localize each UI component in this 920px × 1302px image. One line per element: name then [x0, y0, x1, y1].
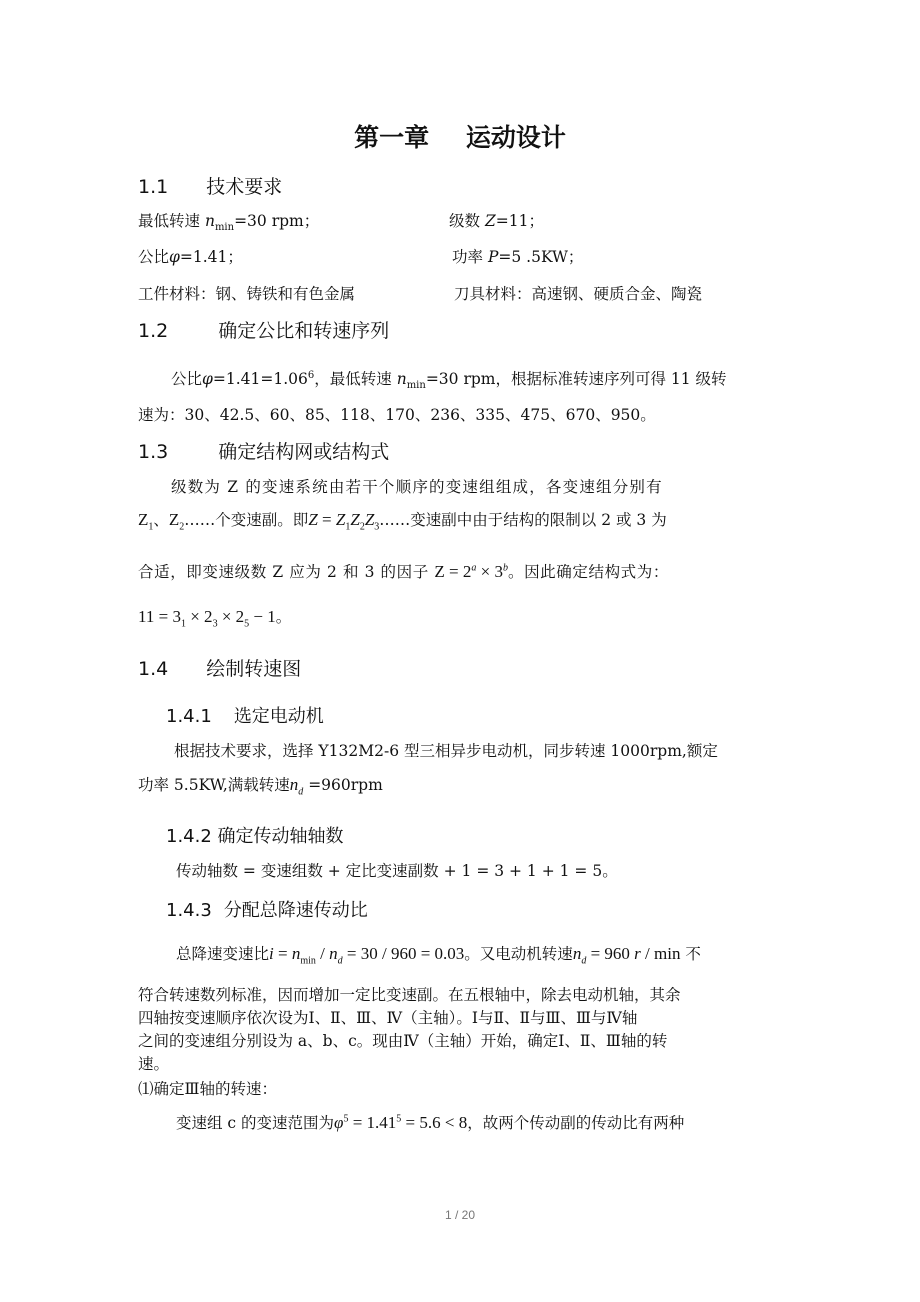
paragraph-1-3-line-2: $Z_1$、$Z_2\dots\dots$个变速副。即$Z = Z_1Z_2Z_3\dots\dots$变速副中由于结构的限制以 2 或 3 为	[138, 510, 667, 533]
page-number: 1 / 20	[444, 1208, 476, 1222]
paragraph-1-3-line-3: 合适，即变速级数 Z 应为 2 和 3 的因子 $Z = 2^a \times 3^b$。因此确定结构式为：	[138, 562, 669, 581]
section-title: 确定公比和转速序列	[218, 320, 390, 342]
chapter-title: 第一章 运动设计	[354, 123, 566, 152]
paragraph-1-4-2: 传动轴数 = 变速组数 + 定比变速副数 + 1 = 3 + 1 + 1 = 5。	[176, 862, 618, 880]
paragraph-1-4-1-line-2: 功率 5.5KW,满载转速$n_d =960rpm$	[138, 775, 383, 798]
structure-formula: $11 = 3_1 \times 2_3 \times 2_5 - 1$。	[138, 607, 292, 630]
paragraph-1-4-3-line-3: 四轴按变速顺序依次设为Ⅰ、Ⅱ、Ⅲ、Ⅳ（主轴）。Ⅰ与Ⅱ、Ⅱ与Ⅲ、Ⅲ与Ⅳ轴	[138, 1009, 638, 1027]
paragraph-1-2-line-2: 速为：30、42.5、60、85、118、170、236、335、475、670、950。	[138, 406, 656, 424]
section-title: 技术要求	[206, 176, 283, 198]
section-number: 1.3	[138, 441, 169, 463]
section-number: 1.4.1	[166, 706, 212, 727]
power: 功率 P=5 .5KW；	[452, 248, 584, 266]
section-number: 1.1	[138, 176, 169, 198]
ratio: 公比φ=1.41；	[138, 248, 243, 266]
section-1-1-heading	[138, 172, 282, 199]
section-title: 绘制转速图	[206, 658, 302, 680]
section-title: 确定传动轴轴数	[217, 826, 344, 847]
section-title: 分配总降速传动比	[223, 900, 368, 921]
paragraph-1-2-line-1: 公比$\varphi=1.41=1.06^6$，最低转速 $n_{min}=30$ rpm，根据标准转速序列可得 11 级转	[171, 369, 727, 392]
paragraph-1-4-3-line-5: 速。	[138, 1055, 170, 1073]
paragraph-1-4-3-line-4: 之间的变速组分别设为 a、b、c。现由Ⅳ（主轴）开始，确定Ⅰ、Ⅱ、Ⅲ轴的转	[138, 1032, 668, 1050]
section-title: 确定结构网或结构式	[218, 441, 390, 463]
paragraph-1-4-3-line-2: 符合转速数列标准，因而增加一定比变速副。在五根轴中，除去电动机轴，其余	[138, 986, 681, 1004]
section-1-4-2-heading	[166, 822, 344, 848]
section-number: 1.4.3	[166, 900, 212, 921]
min-speed: 最低转速 $n_{min}=30$ rpm；	[138, 212, 320, 234]
workpiece-material: 工件材料：钢、铸铁和有色金属	[138, 285, 356, 303]
section-number: 1.4	[138, 658, 169, 680]
list-item-1: ⑴确定Ⅲ轴的转速：	[138, 1080, 277, 1098]
section-1-4-3-heading	[166, 896, 368, 922]
tool-material: 刀具材料：高速钢、硬质合金、陶瓷	[454, 285, 703, 303]
section-title: 选定电动机	[233, 706, 324, 727]
paragraph-1-4-3-line-7: 变速组 c 的变速范围为$\varphi^5 = 1.41^5 = 5.6 < 8$，故两个传动副的传动比有两种	[176, 1113, 685, 1132]
section-1-4-heading	[138, 654, 301, 681]
section-number: 1.2	[138, 320, 169, 342]
section-number: 1.4.2	[166, 826, 212, 847]
section-1-3-heading	[138, 437, 389, 464]
stages: 级数 Z=11；	[449, 212, 544, 230]
section-1-2-heading	[138, 316, 389, 343]
paragraph-1-4-1-line-1: 根据技术要求，选择 Y132M2-6 型三相异步电动机，同步转速 1000rpm,额定	[174, 742, 718, 760]
paragraph-1-4-3-line-1: 总降速变速比$i = n_{min} / n_d = 30 / 960 = 0.03$。又电动机转速$n_d = 960$ r / min 不	[176, 944, 701, 967]
section-1-4-1-heading	[166, 702, 324, 728]
paragraph-1-3-line-1: 级数为 Z 的变速系统由若干个顺序的变速组组成，各变速组分别有	[171, 478, 663, 496]
